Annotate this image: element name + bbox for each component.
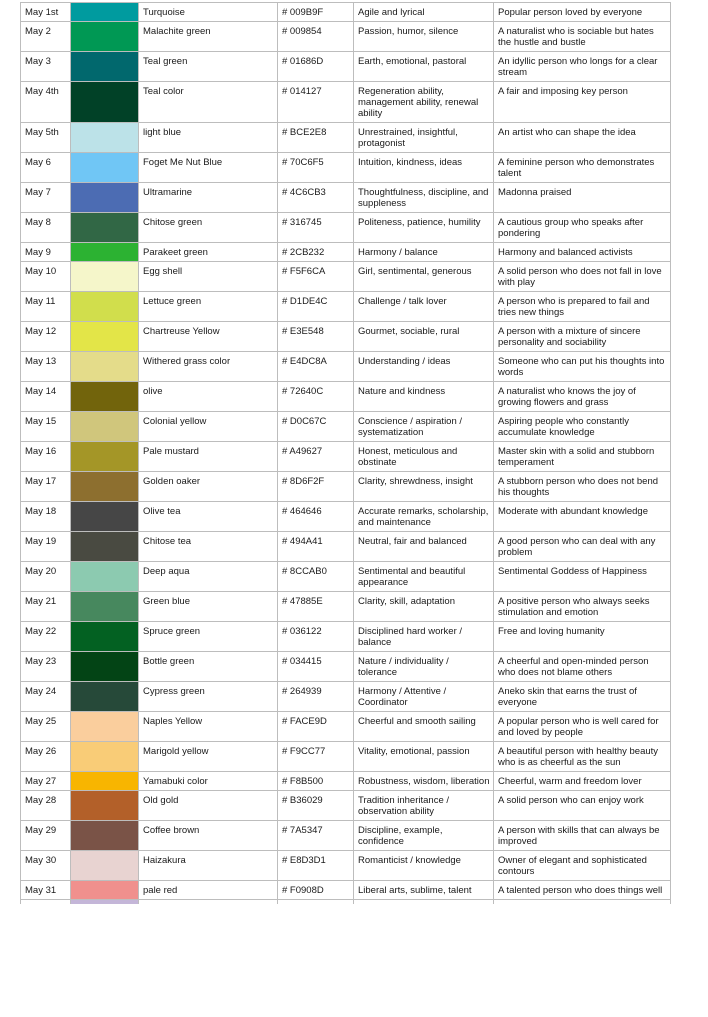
color-swatch bbox=[71, 123, 139, 153]
keywords-cell: Clarity, shrewdness, insight bbox=[354, 472, 494, 502]
color-swatch bbox=[71, 881, 139, 900]
color-name-cell: Malachite green bbox=[139, 22, 278, 52]
description-cell: A cheerful and open-minded person who does not blame others bbox=[494, 652, 671, 682]
date-cell: May 20 bbox=[20, 562, 71, 592]
color-name-cell: Marigold yellow bbox=[139, 742, 278, 772]
color-swatch bbox=[71, 742, 139, 772]
keywords-cell: Vitality, emotional, passion bbox=[354, 742, 494, 772]
description-cell: A talented person who does things well bbox=[494, 881, 671, 900]
birth-color-table bbox=[20, 2, 671, 904]
table-row bbox=[20, 791, 671, 821]
description-cell: A solid person who can enjoy work bbox=[494, 791, 671, 821]
description-cell: Sentimental Goddess of Happiness bbox=[494, 562, 671, 592]
color-name-cell: Teal green bbox=[139, 52, 278, 82]
keywords-cell: Discipline, example, confidence bbox=[354, 821, 494, 851]
description-cell: A solid person who does not fall in love with play bbox=[494, 262, 671, 292]
table-row bbox=[20, 292, 671, 322]
description-cell: Owner of elegant and sophisticated contours bbox=[494, 851, 671, 881]
partial-keywords-cell bbox=[354, 900, 494, 904]
hex-code-cell: # 8D6F2F bbox=[278, 472, 354, 502]
hex-code-cell: # 009B9F bbox=[278, 2, 354, 22]
table-row bbox=[20, 412, 671, 442]
partial-color-name-cell bbox=[139, 900, 278, 904]
date-cell: May 19 bbox=[20, 532, 71, 562]
date-cell: May 29 bbox=[20, 821, 71, 851]
description-cell: A person with skills that can always be improved bbox=[494, 821, 671, 851]
date-cell: May 26 bbox=[20, 742, 71, 772]
description-cell: Aneko skin that earns the trust of everyone bbox=[494, 682, 671, 712]
keywords-cell: Robustness, wisdom, liberation bbox=[354, 772, 494, 791]
keywords-cell: Cheerful and smooth sailing bbox=[354, 712, 494, 742]
color-name-cell: Teal color bbox=[139, 82, 278, 123]
table-row bbox=[20, 243, 671, 262]
description-cell: Moderate with abundant knowledge bbox=[494, 502, 671, 532]
color-swatch bbox=[71, 712, 139, 742]
description-cell: A naturalist who is sociable but hates the hustle and bustle bbox=[494, 22, 671, 52]
color-name-cell: Cypress green bbox=[139, 682, 278, 712]
hex-code-cell: # A49627 bbox=[278, 442, 354, 472]
hex-code-cell: # 72640C bbox=[278, 382, 354, 412]
keywords-cell: Intuition, kindness, ideas bbox=[354, 153, 494, 183]
color-swatch bbox=[71, 562, 139, 592]
keywords-cell: Regeneration ability, management ability, renewal ability bbox=[354, 82, 494, 123]
table-row bbox=[20, 532, 671, 562]
description-cell: A fair and imposing key person bbox=[494, 82, 671, 123]
date-cell: May 1st bbox=[20, 2, 71, 22]
keywords-cell: Agile and lyrical bbox=[354, 2, 494, 22]
color-name-cell: Olive tea bbox=[139, 502, 278, 532]
description-cell: An artist who can shape the idea bbox=[494, 123, 671, 153]
keywords-cell: Unrestrained, insightful, protagonist bbox=[354, 123, 494, 153]
color-name-cell: olive bbox=[139, 382, 278, 412]
table-row bbox=[20, 472, 671, 502]
keywords-cell: Disciplined hard worker / balance bbox=[354, 622, 494, 652]
table-row bbox=[20, 502, 671, 532]
table-row bbox=[20, 382, 671, 412]
date-cell: May 2 bbox=[20, 22, 71, 52]
color-swatch bbox=[71, 412, 139, 442]
color-name-cell: Ultramarine bbox=[139, 183, 278, 213]
partial-date-cell bbox=[20, 900, 71, 904]
color-swatch bbox=[71, 213, 139, 243]
keywords-cell: Challenge / talk lover bbox=[354, 292, 494, 322]
hex-code-cell: # F9CC77 bbox=[278, 742, 354, 772]
color-swatch bbox=[71, 472, 139, 502]
description-cell: A good person who can deal with any problem bbox=[494, 532, 671, 562]
keywords-cell: Girl, sentimental, generous bbox=[354, 262, 494, 292]
color-name-cell: Lettuce green bbox=[139, 292, 278, 322]
keywords-cell: Gourmet, sociable, rural bbox=[354, 322, 494, 352]
date-cell: May 24 bbox=[20, 682, 71, 712]
keywords-cell: Conscience / aspiration / systematization bbox=[354, 412, 494, 442]
description-cell: A feminine person who demonstrates talent bbox=[494, 153, 671, 183]
partial-description-cell bbox=[494, 900, 671, 904]
color-swatch bbox=[71, 52, 139, 82]
hex-code-cell: # 464646 bbox=[278, 502, 354, 532]
color-name-cell: Egg shell bbox=[139, 262, 278, 292]
date-cell: May 17 bbox=[20, 472, 71, 502]
date-cell: May 3 bbox=[20, 52, 71, 82]
keywords-cell: Sentimental and beautiful appearance bbox=[354, 562, 494, 592]
color-name-cell: Green blue bbox=[139, 592, 278, 622]
hex-code-cell: # B36029 bbox=[278, 791, 354, 821]
hex-code-cell: # D0C67C bbox=[278, 412, 354, 442]
date-cell: May 11 bbox=[20, 292, 71, 322]
table-row bbox=[20, 262, 671, 292]
description-cell: Master skin with a solid and stubborn temperament bbox=[494, 442, 671, 472]
color-swatch bbox=[71, 2, 139, 22]
color-name-cell: Chitose green bbox=[139, 213, 278, 243]
table-row bbox=[20, 652, 671, 682]
partial-next-row bbox=[20, 900, 671, 904]
table-row bbox=[20, 123, 671, 153]
color-swatch bbox=[71, 82, 139, 123]
keywords-cell: Honest, meticulous and obstinate bbox=[354, 442, 494, 472]
date-cell: May 27 bbox=[20, 772, 71, 791]
color-swatch bbox=[71, 382, 139, 412]
table-row bbox=[20, 851, 671, 881]
date-cell: May 31 bbox=[20, 881, 71, 900]
keywords-cell: Nature / individuality / tolerance bbox=[354, 652, 494, 682]
color-name-cell: Old gold bbox=[139, 791, 278, 821]
date-cell: May 8 bbox=[20, 213, 71, 243]
keywords-cell: Passion, humor, silence bbox=[354, 22, 494, 52]
table-row bbox=[20, 712, 671, 742]
hex-code-cell: # 036122 bbox=[278, 622, 354, 652]
date-cell: May 25 bbox=[20, 712, 71, 742]
hex-code-cell: # D1DE4C bbox=[278, 292, 354, 322]
date-cell: May 21 bbox=[20, 592, 71, 622]
table-row bbox=[20, 352, 671, 382]
hex-code-cell: # BCE2E8 bbox=[278, 123, 354, 153]
color-name-cell: Deep aqua bbox=[139, 562, 278, 592]
date-cell: May 12 bbox=[20, 322, 71, 352]
color-swatch bbox=[71, 652, 139, 682]
keywords-cell: Politeness, patience, humility bbox=[354, 213, 494, 243]
table-row bbox=[20, 82, 671, 123]
hex-code-cell: # 47885E bbox=[278, 592, 354, 622]
description-cell: Popular person loved by everyone bbox=[494, 2, 671, 22]
hex-code-cell: # 2CB232 bbox=[278, 243, 354, 262]
table-row bbox=[20, 183, 671, 213]
date-cell: May 10 bbox=[20, 262, 71, 292]
date-cell: May 6 bbox=[20, 153, 71, 183]
date-cell: May 9 bbox=[20, 243, 71, 262]
color-swatch bbox=[71, 622, 139, 652]
date-cell: May 18 bbox=[20, 502, 71, 532]
keywords-cell: Harmony / Attentive / Coordinator bbox=[354, 682, 494, 712]
color-name-cell: light blue bbox=[139, 123, 278, 153]
table-row bbox=[20, 442, 671, 472]
keywords-cell: Neutral, fair and balanced bbox=[354, 532, 494, 562]
date-cell: May 5th bbox=[20, 123, 71, 153]
description-cell: Someone who can put his thoughts into words bbox=[494, 352, 671, 382]
hex-code-cell: # 01686D bbox=[278, 52, 354, 82]
description-cell: Free and loving humanity bbox=[494, 622, 671, 652]
partial-hex-code-cell bbox=[278, 900, 354, 904]
hex-code-cell: # F8B500 bbox=[278, 772, 354, 791]
table-row bbox=[20, 881, 671, 900]
partial-color-swatch bbox=[71, 900, 139, 904]
color-name-cell: Coffee brown bbox=[139, 821, 278, 851]
hex-code-cell: # 014127 bbox=[278, 82, 354, 123]
color-name-cell: Colonial yellow bbox=[139, 412, 278, 442]
table-row bbox=[20, 153, 671, 183]
keywords-cell: Thoughtfulness, discipline, and suppleness bbox=[354, 183, 494, 213]
description-cell: A stubborn person who does not bend his thoughts bbox=[494, 472, 671, 502]
color-name-cell: Haizakura bbox=[139, 851, 278, 881]
hex-code-cell: # 009854 bbox=[278, 22, 354, 52]
color-swatch bbox=[71, 243, 139, 262]
table-row bbox=[20, 742, 671, 772]
color-name-cell: Foget Me Nut Blue bbox=[139, 153, 278, 183]
color-name-cell: pale red bbox=[139, 881, 278, 900]
date-cell: May 7 bbox=[20, 183, 71, 213]
color-name-cell: Chartreuse Yellow bbox=[139, 322, 278, 352]
hex-code-cell: # 494A41 bbox=[278, 532, 354, 562]
date-cell: May 30 bbox=[20, 851, 71, 881]
description-cell: Aspiring people who constantly accumulate knowledge bbox=[494, 412, 671, 442]
color-swatch bbox=[71, 292, 139, 322]
keywords-cell: Clarity, skill, adaptation bbox=[354, 592, 494, 622]
description-cell: A person who is prepared to fail and tries new things bbox=[494, 292, 671, 322]
date-cell: May 28 bbox=[20, 791, 71, 821]
color-swatch bbox=[71, 592, 139, 622]
color-swatch bbox=[71, 502, 139, 532]
color-name-cell: Parakeet green bbox=[139, 243, 278, 262]
date-cell: May 13 bbox=[20, 352, 71, 382]
table-row bbox=[20, 622, 671, 652]
description-cell: An idyllic person who longs for a clear stream bbox=[494, 52, 671, 82]
hex-code-cell: # F5F6CA bbox=[278, 262, 354, 292]
color-swatch bbox=[71, 153, 139, 183]
color-swatch bbox=[71, 851, 139, 881]
table-row bbox=[20, 2, 671, 22]
hex-code-cell: # F0908D bbox=[278, 881, 354, 900]
color-swatch bbox=[71, 532, 139, 562]
table-row bbox=[20, 821, 671, 851]
table-row bbox=[20, 682, 671, 712]
color-name-cell: Yamabuki color bbox=[139, 772, 278, 791]
description-cell: A person with a mixture of sincere personality and sociability bbox=[494, 322, 671, 352]
description-cell: A naturalist who knows the joy of growing flowers and grass bbox=[494, 382, 671, 412]
color-table-body bbox=[20, 2, 671, 900]
color-swatch bbox=[71, 821, 139, 851]
hex-code-cell: # 70C6F5 bbox=[278, 153, 354, 183]
color-name-cell: Pale mustard bbox=[139, 442, 278, 472]
hex-code-cell: # 4C6CB3 bbox=[278, 183, 354, 213]
color-name-cell: Withered grass color bbox=[139, 352, 278, 382]
description-cell: Cheerful, warm and freedom lover bbox=[494, 772, 671, 791]
color-swatch bbox=[71, 262, 139, 292]
description-cell: A popular person who is well cared for and loved by people bbox=[494, 712, 671, 742]
description-cell: Harmony and balanced activists bbox=[494, 243, 671, 262]
hex-code-cell: # FACE9D bbox=[278, 712, 354, 742]
color-name-cell: Golden oaker bbox=[139, 472, 278, 502]
keywords-cell: Understanding / ideas bbox=[354, 352, 494, 382]
color-swatch bbox=[71, 322, 139, 352]
color-swatch bbox=[71, 682, 139, 712]
keywords-cell: Romanticist / knowledge bbox=[354, 851, 494, 881]
color-name-cell: Naples Yellow bbox=[139, 712, 278, 742]
table-row bbox=[20, 213, 671, 243]
hex-code-cell: # E3E548 bbox=[278, 322, 354, 352]
description-cell: A positive person who always seeks stimulation and emotion bbox=[494, 592, 671, 622]
color-name-cell: Bottle green bbox=[139, 652, 278, 682]
color-table-cutoff-row bbox=[20, 900, 671, 904]
color-swatch bbox=[71, 772, 139, 791]
color-swatch bbox=[71, 183, 139, 213]
hex-code-cell: # 316745 bbox=[278, 213, 354, 243]
description-cell: A beautiful person with healthy beauty who is as cheerful as the sun bbox=[494, 742, 671, 772]
keywords-cell: Earth, emotional, pastoral bbox=[354, 52, 494, 82]
color-swatch bbox=[71, 352, 139, 382]
color-swatch bbox=[71, 791, 139, 821]
date-cell: May 14 bbox=[20, 382, 71, 412]
keywords-cell: Tradition inheritance / observation ability bbox=[354, 791, 494, 821]
table-row bbox=[20, 592, 671, 622]
date-cell: May 16 bbox=[20, 442, 71, 472]
color-swatch bbox=[71, 442, 139, 472]
hex-code-cell: # 8CCAB0 bbox=[278, 562, 354, 592]
hex-code-cell: # E8D3D1 bbox=[278, 851, 354, 881]
description-cell: Madonna praised bbox=[494, 183, 671, 213]
date-cell: May 22 bbox=[20, 622, 71, 652]
keywords-cell: Harmony / balance bbox=[354, 243, 494, 262]
date-cell: May 15 bbox=[20, 412, 71, 442]
table-row bbox=[20, 772, 671, 791]
keywords-cell: Liberal arts, sublime, talent bbox=[354, 881, 494, 900]
hex-code-cell: # 264939 bbox=[278, 682, 354, 712]
description-cell: A cautious group who speaks after pondering bbox=[494, 213, 671, 243]
hex-code-cell: # E4DC8A bbox=[278, 352, 354, 382]
hex-code-cell: # 7A5347 bbox=[278, 821, 354, 851]
keywords-cell: Nature and kindness bbox=[354, 382, 494, 412]
date-cell: May 4th bbox=[20, 82, 71, 123]
hex-code-cell: # 034415 bbox=[278, 652, 354, 682]
table-row bbox=[20, 562, 671, 592]
color-swatch bbox=[71, 22, 139, 52]
table-row bbox=[20, 52, 671, 82]
color-name-cell: Spruce green bbox=[139, 622, 278, 652]
color-name-cell: Chitose tea bbox=[139, 532, 278, 562]
table-row bbox=[20, 22, 671, 52]
color-name-cell: Turquoise bbox=[139, 2, 278, 22]
keywords-cell: Accurate remarks, scholarship, and maintenance bbox=[354, 502, 494, 532]
table-row bbox=[20, 322, 671, 352]
date-cell: May 23 bbox=[20, 652, 71, 682]
